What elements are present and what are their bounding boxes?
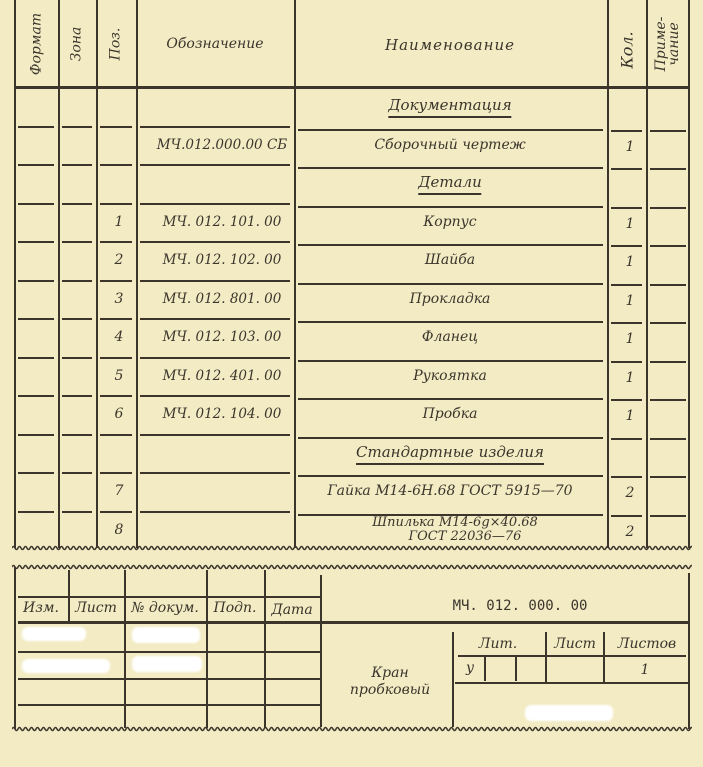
break-line (12, 725, 692, 733)
section-heading: Детали (418, 173, 481, 195)
column-divider (294, 0, 296, 548)
row-divider (18, 126, 54, 128)
row-divider (140, 164, 290, 166)
header-divider (14, 86, 690, 89)
row-divider (650, 476, 686, 478)
row-designation: МЧ. 012. 401. 00 (162, 367, 282, 384)
row-divider (62, 395, 92, 397)
document-designation: МЧ. 012. 000. 00 (452, 598, 588, 614)
row-divider (140, 511, 290, 513)
row-divider (100, 126, 132, 128)
header-position: Поз. (107, 27, 124, 61)
redacted-area (132, 627, 200, 643)
row-name: Гайка М14-6Н.68 ГОСТ 5915—70 (327, 483, 573, 499)
row-divider (62, 318, 92, 320)
row-divider (18, 596, 320, 598)
row-divider (650, 168, 686, 170)
row-divider (298, 167, 603, 169)
row-divider (18, 164, 54, 166)
row-divider (298, 206, 603, 208)
row-divider (140, 126, 290, 128)
column-divider (515, 655, 517, 681)
column-divider (607, 0, 609, 548)
row-designation: МЧ. 012. 102. 00 (162, 252, 282, 268)
row-divider (650, 438, 686, 440)
break-line (12, 544, 692, 552)
table-border-left (14, 0, 16, 548)
column-divider (646, 0, 648, 548)
row-divider (62, 126, 92, 128)
label-sheet: Лист (554, 636, 596, 652)
row-divider (18, 203, 54, 205)
row-divider (62, 434, 92, 436)
row-divider (18, 280, 54, 282)
header-format: Формат (28, 12, 45, 76)
row-divider (100, 357, 132, 359)
row-name: Пробка (422, 406, 478, 422)
row-name: Шайба (424, 252, 476, 268)
row-divider (611, 207, 642, 209)
column-divider (58, 0, 60, 548)
row-divider (140, 434, 290, 436)
redacted-area (525, 705, 613, 721)
row-divider (298, 283, 603, 285)
row-divider (611, 130, 642, 132)
row-position: 8 (114, 521, 124, 538)
row-divider (611, 168, 642, 170)
row-divider (298, 437, 603, 439)
row-divider (62, 280, 92, 282)
row-divider (18, 472, 54, 474)
label-doc-no: № докум. (131, 600, 199, 616)
row-divider (611, 284, 642, 286)
product-name-line-2: пробковый (349, 682, 431, 698)
row-quantity: 1 (625, 215, 635, 232)
row-divider (140, 318, 290, 320)
column-divider (484, 655, 486, 681)
table-border-right (688, 0, 690, 548)
row-divider (611, 361, 642, 363)
header-quantity: Кол. (617, 31, 637, 69)
row-designation: МЧ. 012. 103. 00 (162, 329, 282, 345)
row-divider (140, 357, 290, 359)
row-designation: МЧ.012.000.00 СБ (156, 136, 288, 153)
row-divider (650, 284, 686, 286)
row-divider (650, 245, 686, 247)
row-name: Прокладка (409, 290, 491, 307)
header-zone: Зона (68, 26, 85, 62)
label-sign: Подп. (213, 600, 257, 616)
row-name: Шпилька М14-6g×40.68 (372, 514, 538, 530)
title-border-left (14, 567, 16, 729)
product-name-line-1: Кран (371, 665, 409, 681)
break-line (12, 563, 692, 571)
row-divider (298, 398, 603, 400)
row-divider (650, 322, 686, 324)
row-divider (611, 245, 642, 247)
row-divider (18, 357, 54, 359)
header-name: Наименование (384, 36, 516, 54)
row-divider (100, 318, 132, 320)
row-divider (18, 511, 54, 513)
row-divider (62, 472, 92, 474)
row-divider (18, 395, 54, 397)
row-designation: МЧ. 012. 801. 00 (162, 290, 282, 307)
row-position: 1 (114, 213, 124, 230)
row-divider (18, 704, 320, 706)
row-divider (18, 621, 688, 624)
column-divider (320, 575, 322, 727)
label-lit: Лит. (478, 636, 518, 652)
redacted-area (22, 627, 86, 641)
row-divider (100, 241, 132, 243)
lit-value: у (465, 660, 475, 676)
row-divider (611, 399, 642, 401)
row-divider (298, 360, 603, 362)
row-divider (62, 203, 92, 205)
row-divider (650, 399, 686, 401)
row-divider (650, 515, 686, 517)
label-list: Лист (75, 600, 117, 616)
row-divider (140, 203, 290, 205)
label-izm: Изм. (23, 600, 59, 616)
label-sheets: Листов (617, 636, 677, 652)
row-divider (18, 318, 54, 320)
row-divider (62, 357, 92, 359)
row-divider (611, 322, 642, 324)
row-divider (100, 511, 132, 513)
row-name: Корпус (423, 213, 477, 230)
header-note: Приме- чание (653, 16, 682, 72)
row-divider (18, 241, 54, 243)
row-divider (298, 129, 603, 131)
redacted-area (22, 659, 110, 673)
row-divider (100, 434, 132, 436)
row-name: Сборочный чертеж (374, 136, 526, 153)
section-heading: Стандартные изделия (356, 443, 544, 465)
row-divider (650, 130, 686, 132)
row-designation: МЧ. 012. 104. 00 (162, 406, 282, 422)
row-position: 2 (114, 252, 124, 268)
redacted-area (132, 656, 202, 672)
row-divider (458, 655, 686, 657)
row-divider (100, 472, 132, 474)
column-divider (96, 0, 98, 548)
row-divider (298, 475, 603, 477)
row-divider (100, 203, 132, 205)
row-name: Рукоятка (413, 367, 487, 384)
row-designation: МЧ. 012. 101. 00 (162, 213, 282, 230)
column-divider (545, 632, 547, 682)
row-divider (650, 207, 686, 209)
sheets-value: 1 (640, 662, 650, 678)
row-divider (18, 678, 320, 680)
row-quantity: 1 (625, 254, 635, 270)
row-divider (100, 395, 132, 397)
row-divider (298, 321, 603, 323)
row-divider (140, 241, 290, 243)
row-name: Фланец (421, 329, 479, 345)
row-quantity: 1 (625, 408, 635, 424)
row-divider (611, 476, 642, 478)
row-position: 4 (114, 329, 124, 345)
column-divider (136, 0, 138, 548)
row-name-line-2: ГОСТ 22036—76 (408, 528, 522, 544)
row-divider (100, 280, 132, 282)
row-quantity: 2 (625, 485, 635, 501)
row-quantity: 1 (625, 138, 635, 155)
row-position: 7 (114, 483, 124, 499)
row-divider (100, 164, 132, 166)
row-position: 3 (114, 290, 124, 307)
label-date: Дата (271, 602, 313, 618)
row-quantity: 1 (625, 292, 635, 309)
row-divider (455, 682, 688, 684)
column-divider (452, 632, 454, 727)
row-divider (298, 244, 603, 246)
row-divider (140, 280, 290, 282)
row-divider (62, 241, 92, 243)
column-divider (603, 632, 605, 682)
title-border-right (688, 573, 690, 729)
row-divider (62, 511, 92, 513)
row-divider (140, 395, 290, 397)
row-divider (62, 164, 92, 166)
row-divider (18, 651, 320, 653)
row-divider (650, 361, 686, 363)
row-position: 5 (114, 367, 124, 384)
row-quantity: 1 (625, 331, 635, 347)
row-position: 6 (114, 406, 124, 422)
row-quantity: 1 (625, 369, 635, 386)
row-divider (611, 438, 642, 440)
row-divider (140, 472, 290, 474)
row-quantity: 2 (625, 523, 635, 540)
section-heading: Документация (388, 96, 511, 118)
header-designation: Обозначение (166, 36, 264, 52)
row-divider (611, 515, 642, 517)
row-divider (18, 434, 54, 436)
